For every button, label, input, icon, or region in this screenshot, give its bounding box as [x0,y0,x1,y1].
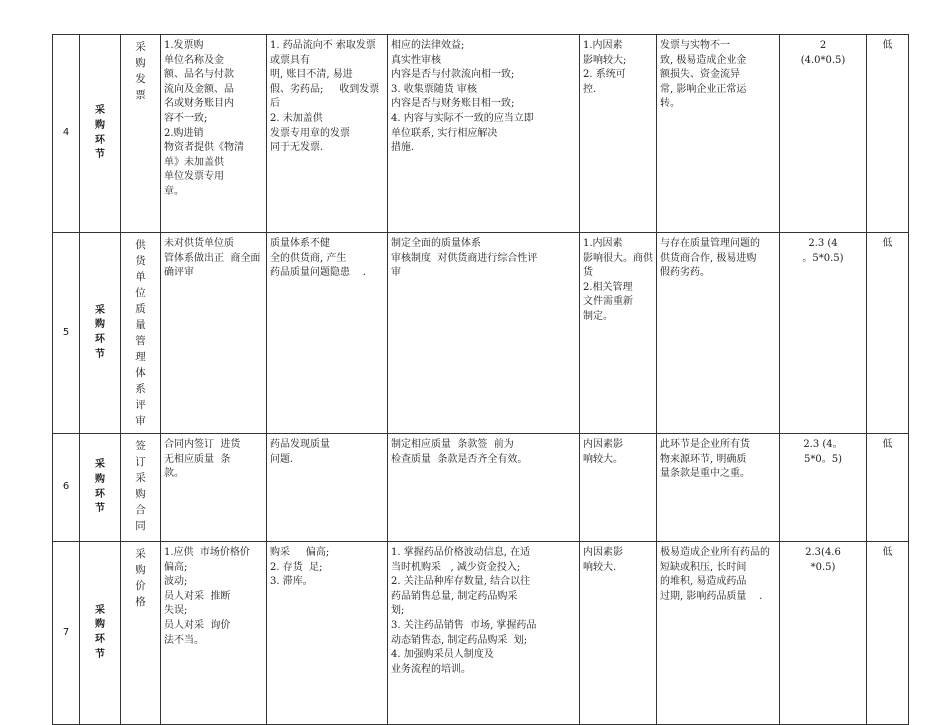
stage-cell: 采购环节 [80,35,121,233]
risk-item-cell: 采购价格 [121,542,161,725]
consequence-cell-line: 与存在质量管理问题的 [660,238,760,249]
consequence-cell [657,542,780,725]
risk-cause-cell-line: 2. 存货 足; [270,561,323,573]
risk-cause-cell [267,434,388,542]
risk-description-cell-line: 额、品名与付款 [164,69,234,81]
row-number-cell: 4 [53,35,80,233]
risk-description-cell [161,35,267,233]
risk-description-cell-line: 单位发票专用 [164,171,224,183]
risk-cause-cell-line: 发票专用章的发票 [270,127,350,139]
risk-description-cell-line: 员人对采 推断 [164,590,231,602]
row-number-cell: 6 [53,434,80,542]
risk-description-cell [161,434,267,542]
impact-cell-line: 1.内因素 [583,238,623,249]
impact-cell [580,434,657,542]
consequence-cell-line: 发票与实物不一 [660,40,730,51]
control-measure-cell-line: 审 [391,267,401,279]
consequence-cell-line: 致, 极易造成企业金 [660,54,747,66]
control-measure-cell-line: 动态销售态, 制定药品购采 划; [391,634,528,646]
consequence-cell [657,233,780,434]
table-row [53,35,909,233]
consequence-cell [657,434,780,542]
risk-description-cell-line: 失误; [164,605,188,617]
consequence-cell-line: 极易造成企业所有药品的 [660,547,770,558]
control-measure-cell-line: 3. 收集票随货 审核 [391,83,477,95]
risk-cause-cell-line: 药品发现质量 [270,439,330,450]
risk-cause-cell-line: 同于无发票. [270,142,324,154]
risk-cause-cell-line: 问题. [270,453,294,465]
control-measure-cell-line: 3. 关注药品销售 市场, 掌握药品 [391,619,537,631]
risk-item-cell: 供货单位质量管理体系评审 [121,233,161,434]
impact-cell-line: 影响很大。商供货 [583,252,653,279]
control-measure-cell-line: 措施. [391,142,415,154]
risk-description-cell-line: 管体系做出正 商全面 [164,252,261,264]
risk-description-cell-line: 单》未加盖供 [164,156,224,168]
stage-cell: 采购环节 [80,542,121,725]
consequence-cell-line: 短缺或积压, 长时间 [660,561,747,573]
risk-cause-cell [267,233,388,434]
control-measure-cell-line: 检查质量 条款是否齐全有效。 [391,453,528,465]
risk-description-cell-line: 波动; [164,576,188,588]
consequence-cell-line: 过期, 影响药品质量 . [660,590,763,602]
risk-cause-cell-line: 1. 药品流向不 索取发票或票具有 [270,40,376,66]
risk-description-cell [161,542,267,725]
row-number-cell: 5 [53,233,80,434]
impact-cell-line: 制定。 [583,310,613,322]
consequence-cell-line: 的堆积, 易造成药品 [660,576,747,588]
control-measure-cell-line: 制定相应质量 条款签 前为 [391,439,514,450]
risk-cause-cell-line: 3. 滞库。 [270,576,313,588]
impact-cell-line: 影响较大; [583,54,627,66]
control-measure-cell-line: 1. 掌握药品价格波动信息, 在适 [391,547,531,558]
risk-level-cell: 低 [867,233,909,434]
risk-description-cell-line: 未对供货单位质 [164,238,234,249]
risk-cause-cell-line: 假、劣药品; 收到发票后 [270,83,380,110]
risk-score-cell [780,233,867,434]
impact-cell-line: 内因素影 [583,439,623,450]
control-measure-cell-line: 真实性审核 [391,54,441,66]
impact-cell-line: 1.内因素 [583,40,623,51]
control-measure-cell-line: 制定全面的质量体系 [391,238,481,249]
control-measure-cell [388,542,580,725]
consequence-cell-line: 转。 [660,98,680,110]
impact-cell [580,542,657,725]
risk-score-cell [780,434,867,542]
stage-cell: 采购环节 [80,434,121,542]
control-measure-cell [388,35,580,233]
risk-description-cell-line: 章。 [164,185,184,197]
consequence-cell-line: 物来源环节, 明确质 [660,453,747,465]
consequence-cell-line: 额损失、资金流异 [660,69,740,81]
impact-cell [580,233,657,434]
control-measure-cell-line: 当时机购采 , 减少资金投入; [391,561,521,573]
control-measure-cell-line: 内容是否与财务账目相一致; [391,98,515,110]
control-measure-cell-line: 业务流程的培训。 [391,663,471,675]
risk-description-cell [161,233,267,434]
risk-cause-cell-line: 2. 未加盖供 [270,112,323,124]
consequence-cell-line: 量条款是重中之重。 [660,468,750,480]
consequence-cell-line: 常, 影响企业正常运 [660,83,747,95]
risk-cause-cell-line: 质量体系不健 [270,238,330,249]
risk-score-cell [780,35,867,233]
risk-description-cell-line: 1.发票购 [164,40,204,51]
risk-cause-cell-line: 购采 偏高; [270,547,330,558]
impact-cell-line: 2. 系统可 [583,69,626,81]
risk-score-cell-line: 2.3 (4。 [803,439,843,450]
risk-description-cell-line: 员人对采 询价 [164,619,231,631]
row-number-cell: 7 [53,542,80,725]
impact-cell-line: 控. [583,83,597,95]
control-measure-cell-line: 审核制度 对供货商进行综合性评 [391,252,538,264]
risk-description-cell-line: 容不一致; [164,112,208,124]
risk-score-cell-line: 5*0。5) [804,453,842,465]
risk-level-cell: 低 [867,542,909,725]
risk-cause-cell [267,542,388,725]
control-measure-cell-line: 单位联系, 实行相应解决 [391,127,498,139]
risk-cause-cell-line: 药品质量问题隐患 . [270,267,366,279]
control-measure-cell-line: 药品销售总量, 制定药品购采 [391,590,518,602]
risk-description-cell-line: 无相应质量 条 [164,453,231,465]
impact-cell [580,35,657,233]
risk-item-cell: 采购发票 [121,35,161,233]
risk-level-cell: 低 [867,35,909,233]
impact-cell-line: 2.相关管理 [583,281,633,293]
control-measure-cell [388,434,580,542]
risk-score-cell [780,542,867,725]
risk-description-cell-line: 合同内签订 进货 [164,439,241,450]
control-measure-cell-line: 2. 关注品种库存数量, 结合以往 [391,576,531,588]
risk-description-cell-line: 2.购进销 [164,127,204,139]
risk-level-cell: 低 [867,434,909,542]
table-row [53,434,909,542]
risk-description-cell-line: 1.应供 市场价格价 偏高; [164,547,257,573]
risk-score-cell-line: 2 [819,40,827,51]
consequence-cell-line: 供货商合作, 极易进购 [660,252,757,264]
consequence-cell-line: 此环节是企业所有货 [660,439,750,450]
risk-description-cell-line: 物资者提供《物清 [164,142,244,154]
control-measure-cell-line: 划; [391,605,405,617]
risk-description-cell-line: 名或财务账目内 [164,98,234,110]
risk-score-cell-line: 。5*0.5) [802,252,844,264]
risk-cause-cell-line: 明, 账目不清, 易进 [270,69,353,81]
consequence-cell [657,35,780,233]
risk-item-cell: 签订采购合同 [121,434,161,542]
risk-score-cell-line: (4.0*0.5) [800,54,846,66]
risk-description-cell-line: 款。 [164,468,184,480]
impact-cell-line: 文件需重新 [583,296,633,308]
risk-cause-cell-line: 全的供货商, 产生 [270,252,347,264]
consequence-cell-line: 假药劣药。 [660,267,710,279]
control-measure-cell-line: 4. 内容与实际不一致的应当立即 [391,112,534,124]
risk-score-cell-line: 2.3(4.6 [805,547,841,558]
risk-score-cell-line: *0.5) [810,561,836,573]
risk-description-cell-line: 流向及金额、品 [164,83,234,95]
risk-cause-cell [267,35,388,233]
control-measure-cell-line: 内容是否与付款流向相一致; [391,69,515,81]
table-row [53,233,909,434]
risk-assessment-table [52,34,909,725]
stage-cell: 采购环节 [80,233,121,434]
impact-cell-line: 内因素影 [583,547,623,558]
control-measure-cell-line: 4. 加强购采员人制度及 [391,649,494,661]
table-row [53,542,909,725]
control-measure-cell-line: 相应的法律效益; [391,40,465,51]
control-measure-cell [388,233,580,434]
risk-score-cell-line: 2.3 (4 [808,238,838,249]
impact-cell-line: 响较大. [583,561,617,573]
risk-description-cell-line: 确评审 [164,267,194,279]
risk-description-cell-line: 法不当。 [164,634,204,646]
impact-cell-line: 响较大。 [583,453,623,465]
risk-description-cell-line: 单位名称及金 [164,54,224,66]
